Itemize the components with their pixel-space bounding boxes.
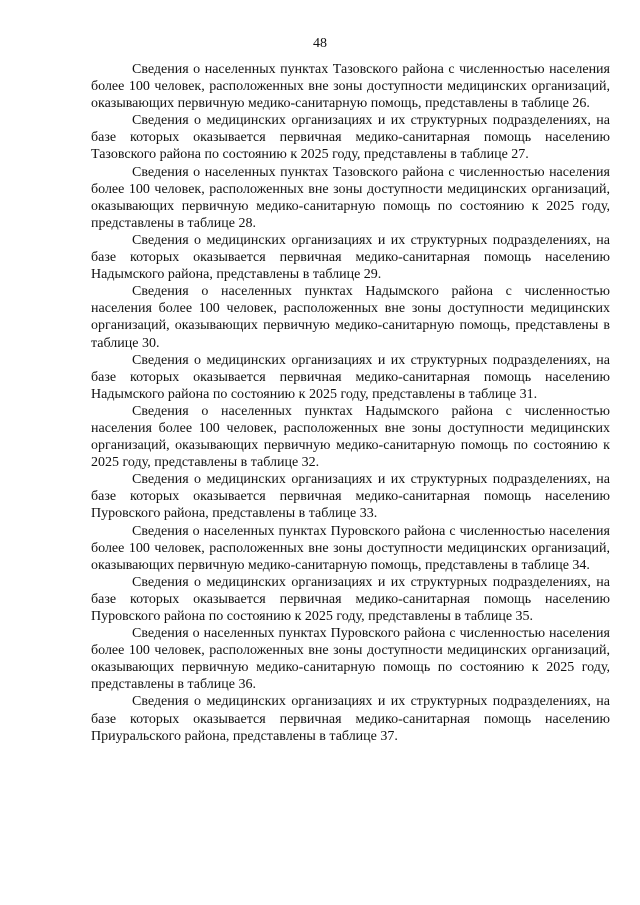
paragraph: Сведения о населенных пунктах Надымского района с численностью населения более 100 человек, расположенных вне зоны доступности медицинских организаций, оказывающих первичную медико-санитарную помощь по состоянию к 2025 году, представлены в таблице 32. — [91, 403, 610, 471]
paragraph: Сведения о медицинских организациях и их структурных подразделениях, на базе которых оказывается первичная медико-санитарная помощь населению Пуровского района по состоянию к 2025 году, представлены в таблице 35. — [91, 574, 610, 624]
paragraph: Сведения о населенных пунктах Тазовского района с численностью населения более 100 человек, расположенных вне зоны доступности медицинских организаций, оказывающих первичную медико-санитарную помощь по состоянию к 2025 году, представлены в таблице 28. — [91, 164, 610, 231]
paragraph: Сведения о населенных пунктах Тазовского района с численностью населения более 100 человек, расположенных вне зоны доступности медицинских организаций, оказывающих первичную медико-санитарную помощь, представлены в таблице 26. — [91, 62, 610, 112]
paragraph: Сведения о медицинских организациях и их структурных подразделениях, на базе которых оказывается первичная медико-санитарная помощь населению Надымского района по состоянию к 2025 году, представлены в таблице 31. — [91, 352, 610, 402]
paragraph: Сведения о медицинских организациях и их структурных подразделениях, на базе которых оказывается первичная медико-санитарная помощь населению Надымского района, представлены в таблице 29. — [91, 232, 610, 283]
paragraph: Сведения о населенных пунктах Надымского района с численностью населения более 100 человек, расположенных вне зоны доступности медицинских организаций, оказывающих первичную медико-санитарную помощь, представлены в таблице 30. — [91, 284, 610, 351]
paragraph: Сведения о медицинских организациях и их структурных подразделениях, на базе которых оказывается первичная медико-санитарная помощь населению Тазовского района по состоянию к 2025 году, представлены в таблице 27. — [91, 113, 610, 163]
paragraph: Сведения о медицинских организациях и их структурных подразделениях, на базе которых оказывается первичная медико-санитарная помощь населению Приуральского района, представлены в таблице 37. — [91, 694, 610, 744]
paragraph: Сведения о населенных пунктах Пуровского района с численностью населения более 100 человек, расположенных вне зоны доступности медицинских организаций, оказывающих первичную медико-санитарную помощь, представлены в таблице 34. — [91, 523, 610, 573]
paragraph: Сведения о населенных пунктах Пуровского района с численностью населения более 100 человек, расположенных вне зоны доступности медицинских организаций, оказывающих первичную медико-санитарную помощь по состоянию к 2025 году, представлены в таблице 36. — [91, 626, 610, 693]
page-number: 48 — [313, 36, 327, 51]
document-body — [91, 61, 610, 745]
paragraph: Сведения о медицинских организациях и их структурных подразделениях, на базе которых оказывается первичная медико-санитарная помощь населению Пуровского района, представлены в таблице 33. — [91, 472, 610, 522]
